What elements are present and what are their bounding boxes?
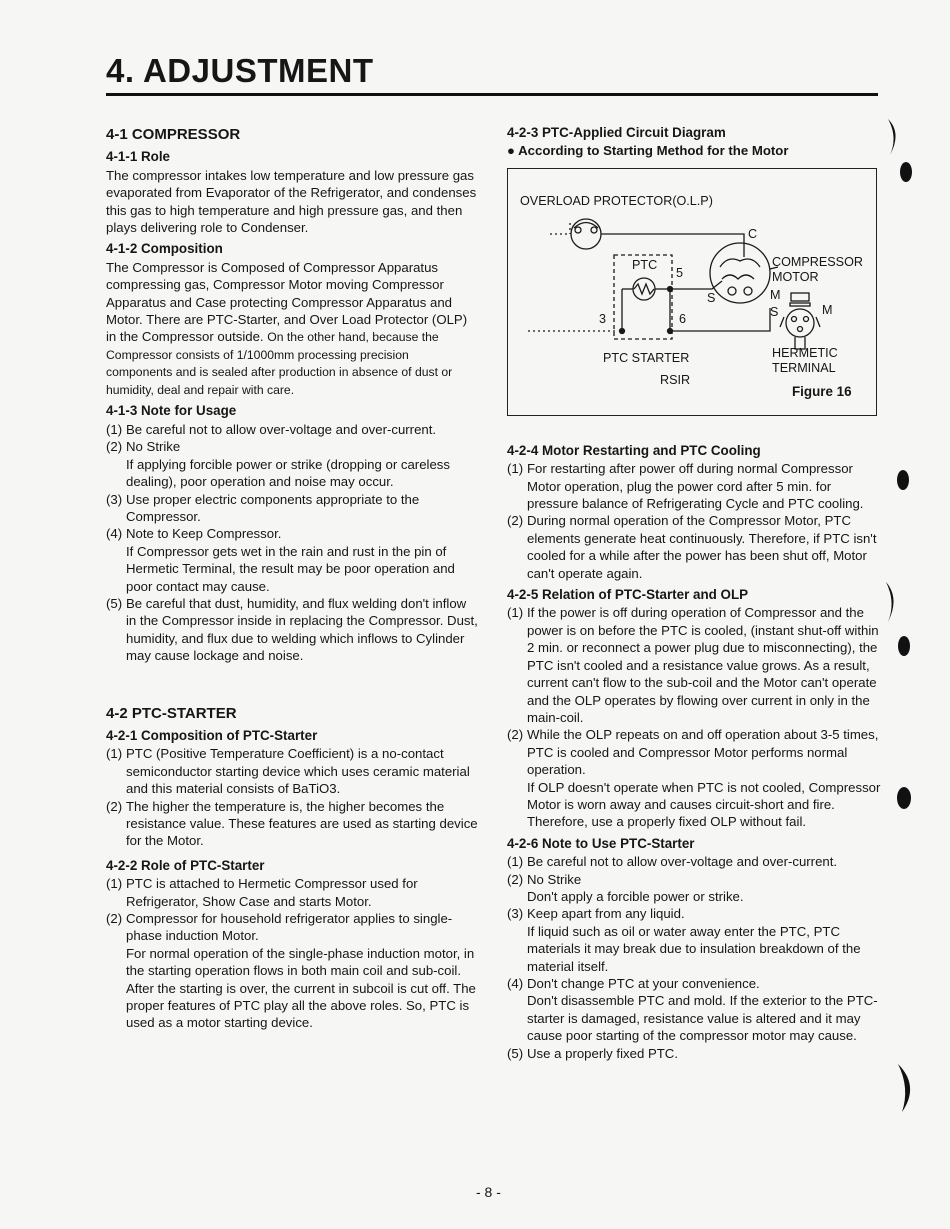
figure-caption: Figure 16 xyxy=(792,383,852,399)
item-number: (3) xyxy=(507,906,524,922)
ptc-role-list xyxy=(106,875,478,1032)
item-number: (2) xyxy=(106,439,123,455)
item-text: During normal operation of the Compressor Motor, PTC elements generate heat continuously. Therefore, if PTC isn't cooled for a while after the power has been shut off, Motor can't operate again. xyxy=(527,513,877,581)
section-compressor-title: 4-1 COMPRESSOR xyxy=(106,126,241,143)
item-number: (5) xyxy=(507,1045,524,1061)
terminal-3-label: 3 xyxy=(599,311,607,326)
list-item xyxy=(507,853,882,870)
page-number: - 8 - xyxy=(476,1184,501,1200)
circuit-diagram xyxy=(507,168,877,416)
compressor-motor-symbol xyxy=(710,243,770,303)
item-text: Use proper electric components appropriate to the Compressor. xyxy=(126,491,420,524)
composition-text-small: On the other hand, because the Compressor consists of 1/1000mm processing precision components and is sealed after production in absence of dust or humidity, deal and repair with care. xyxy=(106,330,453,397)
item-text: For normal operation of the single-phase induction motor, in the starting operation flows in both main coil and sub-coil. After the starting is over, the current in subcoil is cut off. The proper features of PTC play all the above roles. So, PTC is used as a motor starting device. xyxy=(126,945,476,1031)
item-text: Be careful not to allow over-voltage and over-current. xyxy=(126,421,437,437)
ptc-composition-list xyxy=(106,745,478,849)
list-item xyxy=(507,975,882,992)
item-number: (1) xyxy=(106,876,123,892)
item-text: Keep apart from any liquid. xyxy=(527,906,685,922)
motor-label: MOTOR xyxy=(772,269,819,284)
item-text: Note to Keep Compressor. xyxy=(126,526,282,542)
binder-hole-mark xyxy=(880,115,916,191)
item-number: (2) xyxy=(106,798,123,814)
terminal-c-label: C xyxy=(748,226,758,241)
rsir-label: RSIR xyxy=(660,372,691,387)
list-item xyxy=(106,798,478,850)
diagram-bullet: ● According to Starting Method for the Motor xyxy=(507,143,789,159)
item-text: For restarting after power off during normal Compressor Motor operation, plug the power cord after 5 min. for pressure balance of Refrigerating Cycle and PTC cooling. xyxy=(527,461,864,512)
item-text: Be careful that dust, humidity, and flux welding don't inflow in the Compressor inside in replacing the Compressor. Dust, humidity, and flux due to welding which inflows to Cylinder may cause lockage and noise. xyxy=(126,595,478,664)
list-item xyxy=(106,595,478,665)
usage-list xyxy=(106,421,478,665)
item-number: (4) xyxy=(507,976,524,991)
item-number: (2) xyxy=(507,513,524,529)
list-item xyxy=(106,525,478,542)
list-item xyxy=(106,421,478,438)
item-number: (1) xyxy=(106,746,123,762)
right-column xyxy=(507,124,882,1062)
list-item xyxy=(106,910,478,945)
item-number: (4) xyxy=(106,526,123,542)
ptc-label: PTC xyxy=(632,257,658,272)
relation-title: 4-2-5 Relation of PTC-Starter and OLP xyxy=(507,587,749,603)
terminal-label: TERMINAL xyxy=(772,360,836,375)
item-number: (5) xyxy=(106,595,123,611)
list-item xyxy=(507,779,882,831)
list-item xyxy=(507,726,882,778)
list-item xyxy=(106,456,478,491)
composition-text-main: The Compressor is Composed of Compressor Apparatus compressing gas, Compressor Motor moving Compressor Apparatus and Case protecting Compressor Apparatus and Motor. There are PTC-Starter, and Over Load Protector (OLP) in the Compressor outside. xyxy=(106,259,468,345)
hermetic-terminal-symbol xyxy=(791,293,809,301)
title-rule xyxy=(106,93,878,96)
item-text: Use a properly fixed PTC. xyxy=(527,1045,678,1061)
ptc-composition-title: 4-2-1 Composition of PTC-Starter xyxy=(106,727,318,743)
item-text: While the OLP repeats on and off operation about 3-5 times, PTC is cooled and Compressor Motor performs normal operation. xyxy=(527,727,879,778)
item-number: (2) xyxy=(507,727,524,743)
item-number: (1) xyxy=(507,605,524,621)
list-item xyxy=(106,745,478,797)
role-title: 4-1-1 Role xyxy=(106,149,170,165)
item-text: PTC is attached to Hermetic Compressor used for Refrigerator, Show Case and starts Motor. xyxy=(126,876,418,909)
item-text: Be careful not to allow over-voltage and over-current. xyxy=(527,854,838,870)
item-text: The higher the temperature is, the higher becomes the resistance value. These features are used as starting device for the Motor. xyxy=(126,798,478,849)
item-text: If Compressor gets wet in the rain and rust in the pin of Hermetic Terminal, the result may be poor operation and poor contact may cause. xyxy=(126,543,455,594)
list-item xyxy=(507,512,882,582)
item-number: (3) xyxy=(106,491,123,507)
role-text: The compressor intakes low temperature and low pressure gas evaporated from Evaporator of the Refrigerator, and condenses this gas to high temperature and high pressure gas, and then plays delivering role to Condenser. xyxy=(106,167,477,236)
list-item xyxy=(106,875,478,910)
list-item xyxy=(507,888,882,905)
list-item xyxy=(106,945,478,1032)
usage-title: 4-1-3 Note for Usage xyxy=(106,403,237,419)
item-text: Compressor for household refrigerator applies to single-phase induction Motor. xyxy=(126,911,453,944)
hermetic-s-label: S xyxy=(770,304,779,319)
terminal-s-label: S xyxy=(707,290,716,305)
list-item xyxy=(106,543,478,595)
list-item xyxy=(106,491,478,526)
binder-hole-mark xyxy=(880,1060,922,1116)
restart-title: 4-2-4 Motor Restarting and PTC Cooling xyxy=(507,442,761,458)
item-text: No Strike xyxy=(527,871,582,887)
note-title: 4-2-6 Note to Use PTC-Starter xyxy=(507,835,695,851)
list-item xyxy=(507,604,882,726)
ptc-role-title: 4-2-2 Role of PTC-Starter xyxy=(106,857,265,873)
binder-hole-mark xyxy=(893,783,917,813)
relation-list xyxy=(507,604,882,830)
note-list xyxy=(507,853,882,1062)
item-text: If OLP doesn't operate when PTC is not cooled, Compressor Motor is worn away and causes circuit-short and fire. Therefore, use a properly fixed OLP without fail. xyxy=(527,779,881,830)
list-item xyxy=(507,905,882,922)
item-number: (2) xyxy=(507,871,524,887)
list-item xyxy=(507,1045,882,1062)
olp-symbol xyxy=(571,219,601,249)
item-text: If liquid such as oil or water away enter the PTC, PTC materials it may break due to insulation breakdown of the material itself. xyxy=(527,923,861,974)
terminal-5-label: 5 xyxy=(676,265,684,280)
item-text: Don't disassemble PTC and mold. If the exterior to the PTC-starter is damaged, resistance value is altered and it may cause poor starting of the compressor motor may cause. xyxy=(527,993,878,1044)
terminal-m-label: M xyxy=(770,287,781,302)
item-text: No Strike xyxy=(126,439,181,455)
compressor-label: COMPRESSOR xyxy=(772,254,863,269)
composition-title: 4-1-2 Composition xyxy=(106,241,223,257)
list-item xyxy=(106,438,478,455)
item-text: If the power is off during operation of Compressor and the power is on before the PTC is cooled, (instant shut-off within 2 min. or reconnect a power plug due to misconnecting), the PTC isn't cooled and a resistance value grows. As a result, current can't flow to the sub-coil and the Motor can't operate and the OLP operates by flowing over current in only in the main-coil. xyxy=(527,605,879,725)
item-text: PTC (Positive Temperature Coefficient) is a no-contact semiconductor starting device which uses ceramic material and this material consists of BaTiO3. xyxy=(126,746,470,797)
binder-hole-mark xyxy=(893,465,913,495)
item-number: (1) xyxy=(106,421,123,437)
item-number: (1) xyxy=(507,461,524,477)
ptc-starter-label: PTC STARTER xyxy=(603,350,690,365)
section-ptc-starter-title: 4-2 PTC-STARTER xyxy=(106,704,237,722)
left-column xyxy=(106,126,478,1032)
list-item xyxy=(507,992,882,1044)
terminal-6-label: 6 xyxy=(679,311,687,326)
list-item xyxy=(507,871,882,888)
hermetic-m-label: M xyxy=(822,302,833,317)
list-item xyxy=(507,923,882,975)
binder-hole-mark xyxy=(880,578,916,664)
restart-list xyxy=(507,460,882,582)
diagram-title: 4-2-3 PTC-Applied Circuit Diagram xyxy=(507,125,726,140)
hermetic-label: HERMETIC xyxy=(772,345,838,360)
composition-text xyxy=(106,259,478,399)
page-title: 4. ADJUSTMENT xyxy=(106,52,374,89)
item-number: (1) xyxy=(507,854,524,870)
item-text: Don't apply a forcible power or strike. xyxy=(527,888,744,904)
item-text: Don't change PTC at your convenience. xyxy=(527,976,760,991)
item-number: (2) xyxy=(106,911,123,927)
olp-label: OVERLOAD PROTECTOR(O.L.P) xyxy=(520,193,713,208)
list-item xyxy=(507,460,882,512)
item-text: If applying forcible power or strike (dropping or careless dealing), poor operation and noise may occur. xyxy=(126,456,450,490)
